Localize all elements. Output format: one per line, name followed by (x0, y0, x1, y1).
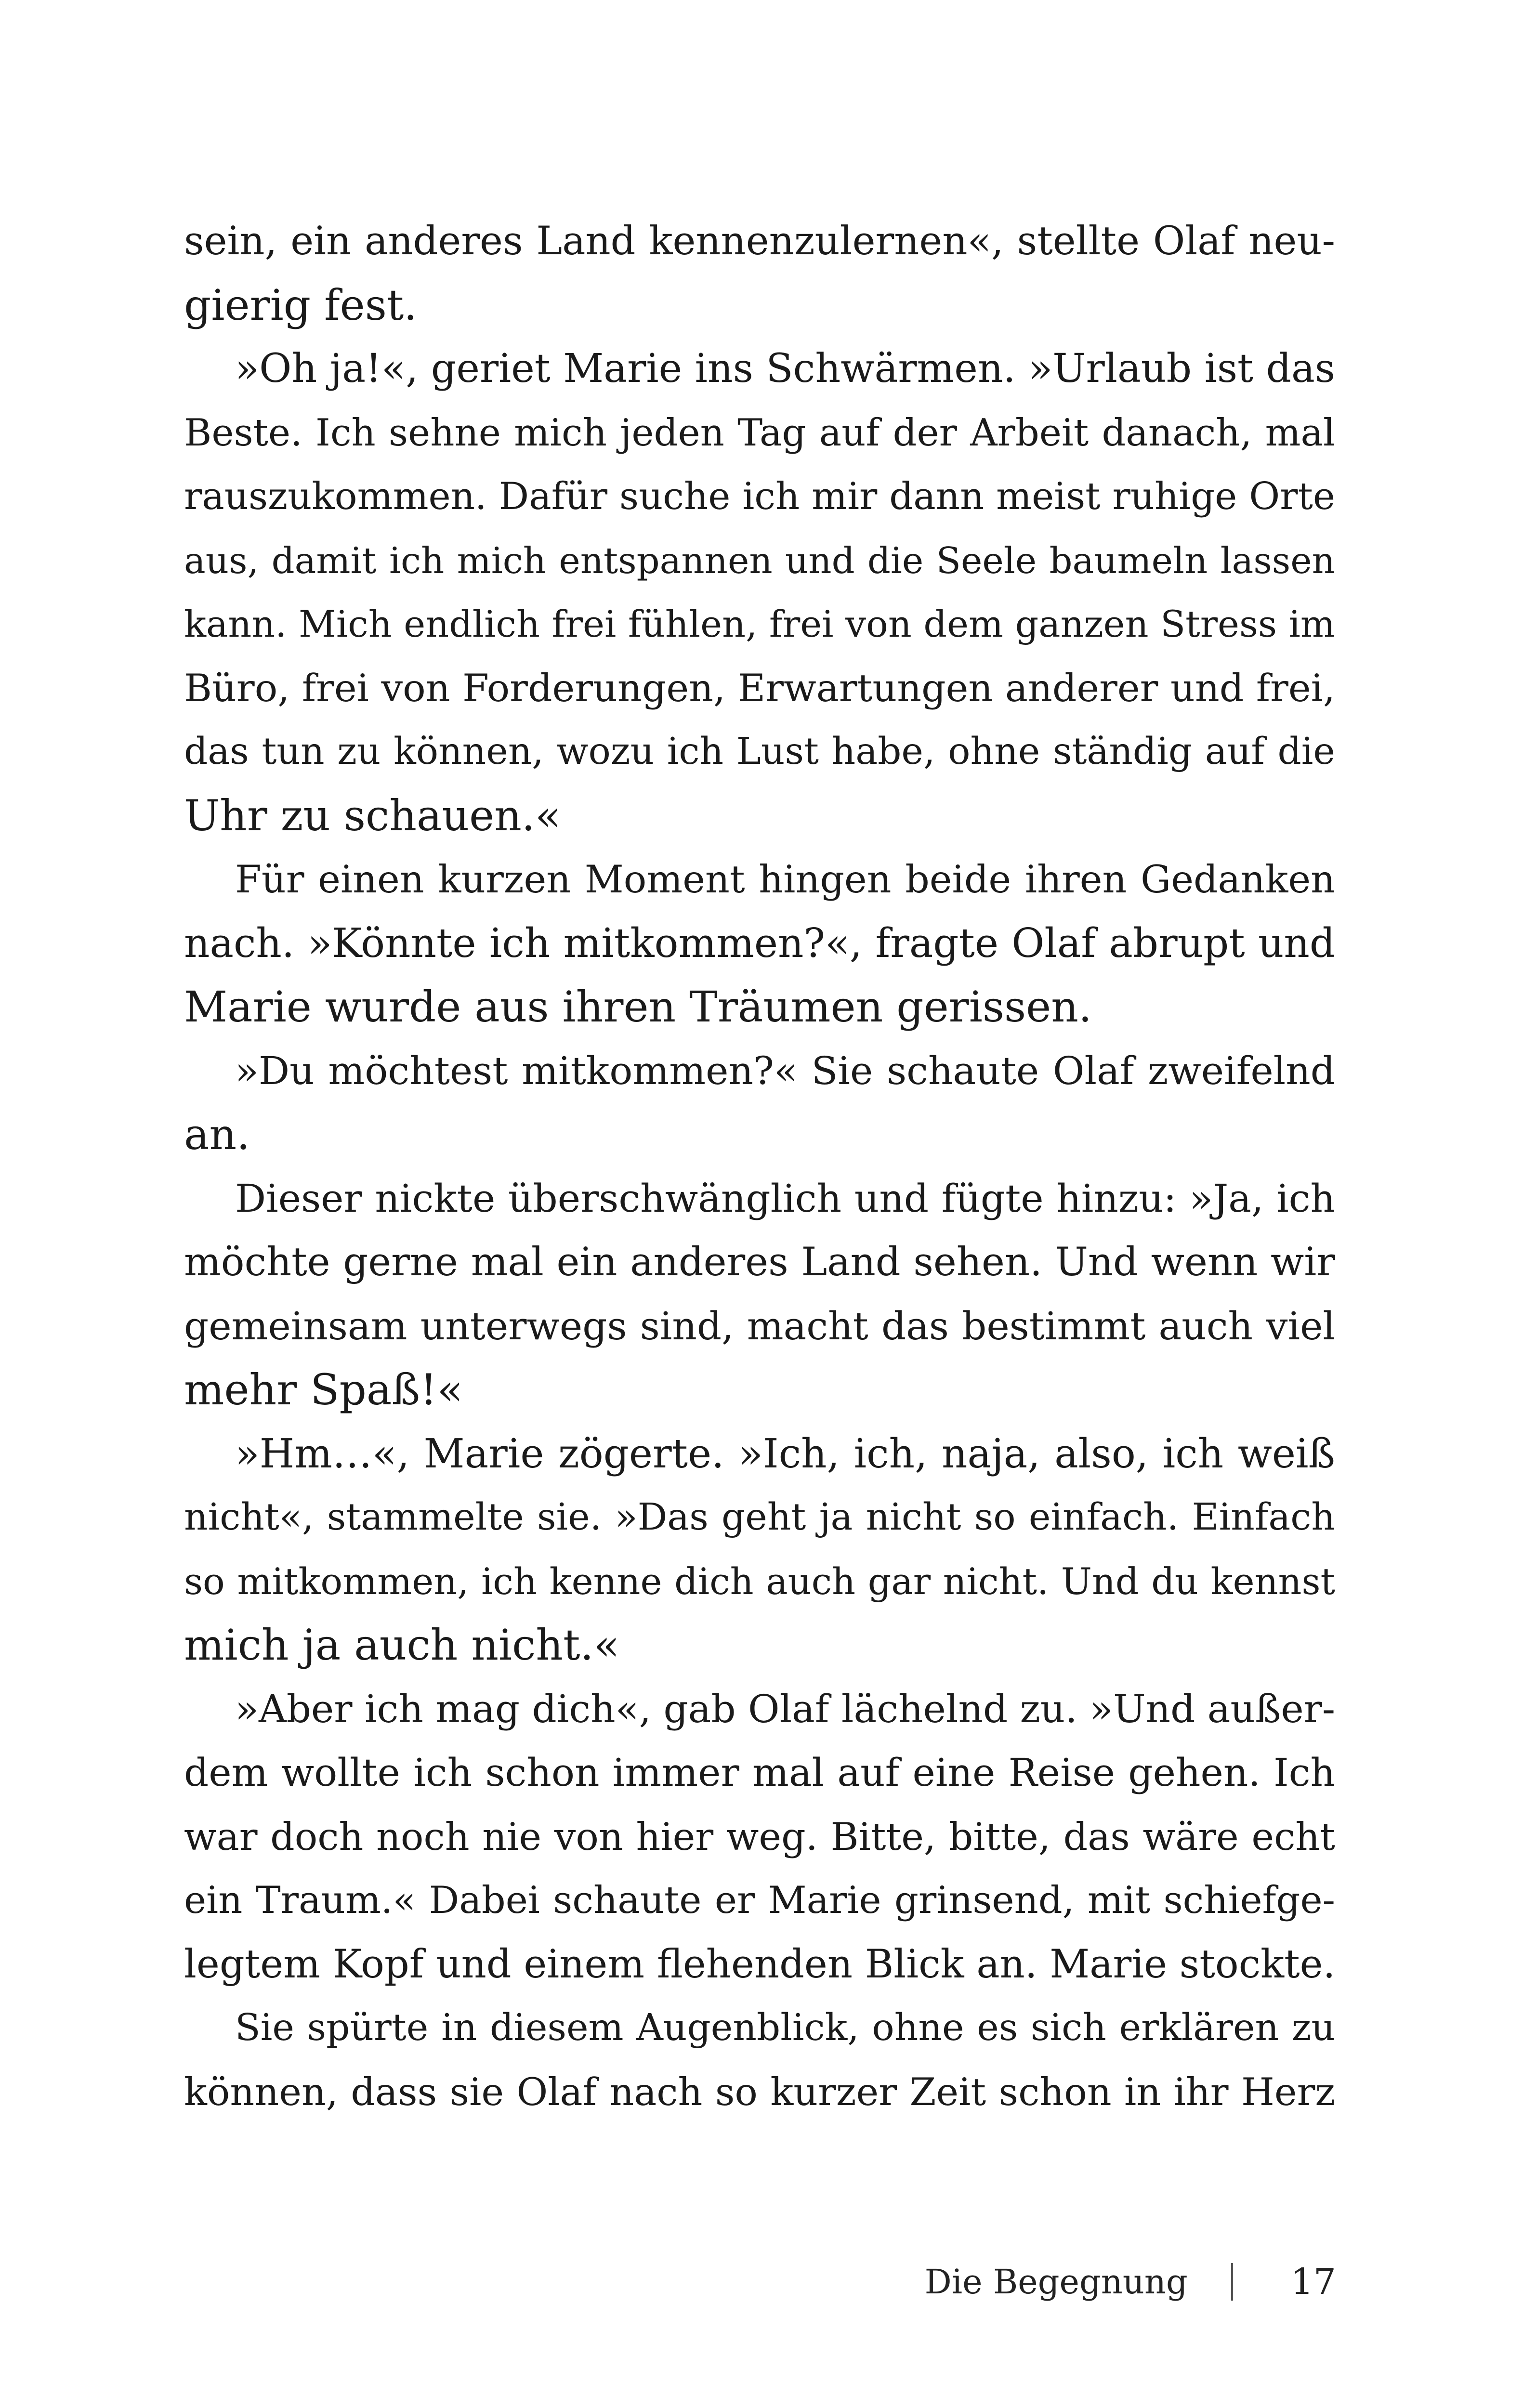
text-line: sein, ein anderes Land kennenzulernen«, stellte Olaf neu- (184, 219, 1335, 264)
text-line: kann. Mich endlich frei fühlen, frei von dem ganzen Stress im (184, 602, 1335, 645)
text-line: Beste. Ich sehne mich jeden Tag auf der Arbeit danach, mal (184, 411, 1335, 455)
text-line: Dieser nickte überschwänglich und fügte hinzu: »Ja, ich (235, 1176, 1335, 1221)
text-line: dem wollte ich schon immer mal auf eine Reise gehen. Ich (184, 1750, 1335, 1795)
text-line: so mitkommen, ich kenne dich auch gar nicht. Und du kennst (184, 1559, 1335, 1603)
text-line: »Oh ja!«, geriet Marie ins Schwärmen. »Urlaub ist das (235, 346, 1335, 392)
text-line: aus, damit ich mich entspannen und die Seele baumeln lassen (184, 539, 1335, 582)
text-line: an. (184, 1110, 250, 1159)
text-line: das tun zu können, wozu ich Lust habe, ohne ständig auf die (184, 730, 1335, 773)
text-line: nicht«, stammelte sie. »Das geht ja nicht so einfach. Einfach (184, 1496, 1335, 1539)
text-line: Für einen kurzen Moment hingen beide ihren Gedanken (235, 857, 1335, 902)
text-line: gierig fest. (184, 280, 418, 330)
text-line: war doch noch nie von hier weg. Bitte, bitte, das wäre echt (184, 1814, 1335, 1859)
body-text (184, 209, 1335, 2124)
text-line: »Du möchtest mitkommen?« Sie schaute Olaf zweifelnd (235, 1048, 1335, 1093)
text-line: ein Traum.« Dabei schaute er Marie grinsend, mit schiefge- (184, 1879, 1335, 1922)
text-line: rauszukommen. Dafür suche ich mir dann meist ruhige Orte (184, 475, 1335, 518)
text-line: mich ja auch nicht.« (184, 1620, 620, 1670)
text-line: nach. »Könnte ich mitkommen?«, fragte Olaf abrupt und (184, 919, 1335, 967)
chapter-title: Die Begegnung (924, 2262, 1188, 2302)
text-line: Büro, frei von Forderungen, Erwartungen anderer und frei, (184, 666, 1335, 710)
footer-separator (1231, 2263, 1233, 2301)
text-line: können, dass sie Olaf nach so kurzer Zeit schon in ihr Herz (184, 2069, 1335, 2114)
text-line: »Aber ich mag dich«, gab Olaf lächelnd zu. »Und außer- (235, 1686, 1335, 1731)
text-line: legtem Kopf und einem flehenden Blick an. Marie stockte. (184, 1941, 1336, 1987)
text-line: Sie spürte in diesem Augenblick, ohne es sich erklären zu (235, 2006, 1335, 2049)
text-line: mehr Spaß!« (184, 1365, 463, 1414)
text-line: Uhr zu schauen.« (184, 790, 561, 840)
text-line: gemeinsam unterwegs sind, macht das bestimmt auch viel (184, 1303, 1335, 1348)
text-line: Marie wurde aus ihren Träumen gerissen. (184, 982, 1092, 1032)
text-line: »Hm…«, Marie zögerte. »Ich, ich, naja, also, ich weiß (235, 1430, 1335, 1477)
page-number: 17 (1290, 2261, 1336, 2303)
text-line: möchte gerne mal ein anderes Land sehen. Und wenn wir (184, 1240, 1335, 1285)
page-footer (925, 2261, 1336, 2303)
